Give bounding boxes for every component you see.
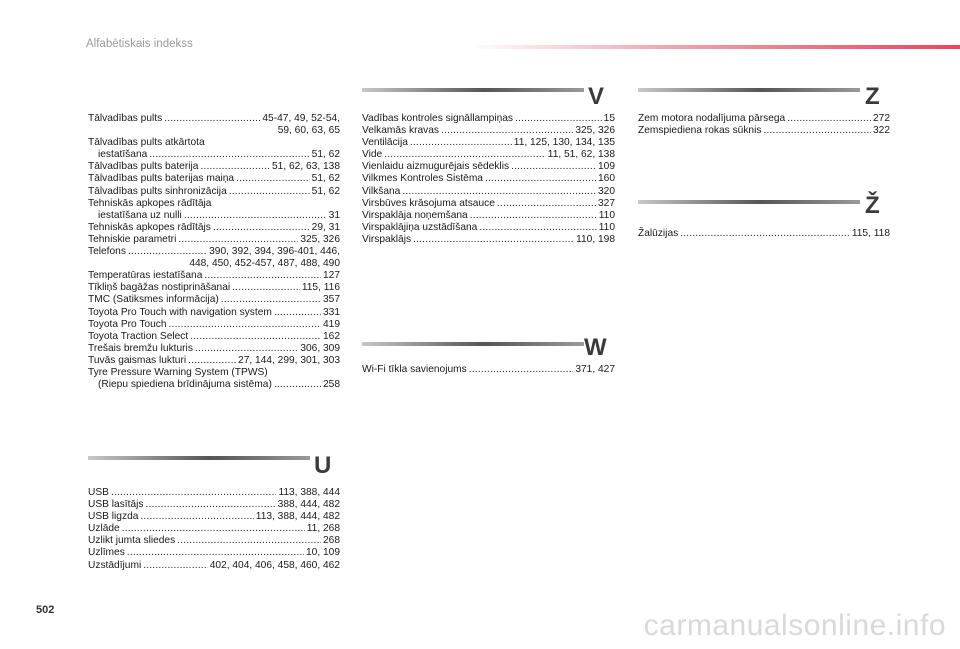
entry-line: [362, 149, 615, 161]
entry-term: (Riepu spiediena brīdinājuma sistēma): [98, 379, 272, 391]
section-w-divider: [362, 342, 584, 346]
dot-leader: [413, 234, 574, 246]
index-entry: [88, 355, 340, 367]
entry-pages: 268: [323, 535, 340, 547]
index-entry: [88, 487, 340, 499]
index-entry: [88, 511, 340, 523]
entry-pages: 11, 51, 62, 138: [547, 149, 615, 161]
entry-pages: 109: [598, 161, 615, 173]
entry-line: [88, 535, 340, 547]
index-entry: [88, 198, 340, 222]
entry-term: Vadības kontroles signāllampiņas: [362, 113, 514, 124]
entry-term: Uzstādījumi: [88, 559, 142, 571]
entry-line: [88, 331, 340, 343]
index-entry: [88, 319, 340, 331]
entry-line: [88, 511, 340, 523]
dot-leader: [787, 113, 871, 125]
entry-term: Zem motora nodalījuma pārsega: [638, 113, 786, 124]
entry-pages-continued: 448, 450, 452-457, 487, 488, 490: [189, 258, 340, 270]
entry-pages: 51, 62: [311, 149, 340, 161]
entry-line: [362, 161, 615, 173]
section-zh-divider: [638, 200, 860, 204]
entry-term: iestatīšana: [98, 149, 148, 161]
index-entry: [88, 367, 340, 391]
index-entry: [362, 222, 615, 234]
entry-pages: 45-47, 49, 52-54,: [262, 113, 340, 124]
section-letter-u: U: [314, 452, 332, 479]
entry-pages: 127: [323, 270, 340, 282]
entry-line: [362, 113, 615, 125]
entry-pages: 115, 116: [301, 282, 340, 294]
dot-leader: [195, 343, 298, 355]
entry-pages-continued: 59, 60, 63, 65: [277, 125, 340, 137]
entry-line: [88, 161, 340, 173]
index-entry: [88, 113, 340, 137]
entry-pages: 258: [323, 379, 340, 391]
entry-line: [362, 198, 615, 210]
index-entry: [362, 161, 615, 173]
entry-pages: 51, 62: [311, 185, 340, 197]
index-entry: [362, 173, 615, 185]
dot-leader: [763, 125, 871, 137]
entry-heading: Tālvadības pults atkārtota: [88, 137, 205, 149]
entry-pages: 110, 198: [576, 233, 615, 245]
dot-leader: [213, 222, 310, 234]
entry-line: [88, 173, 340, 185]
entry-term: Toyota Pro Touch: [88, 318, 167, 330]
index-entry: [88, 535, 340, 547]
entry-heading: Tyre Pressure Warning System (TPWS): [88, 366, 268, 378]
entry-line: [638, 125, 890, 137]
entry-term: Virspaklājiņa uzstādīšana: [362, 221, 478, 233]
entry-pages: 325, 326: [575, 125, 615, 137]
entry-term: Tālvadības pults baterijas maiņa: [88, 173, 235, 185]
entry-term: USB lasītājs: [88, 499, 144, 511]
entry-term: iestatīšana uz nulli: [98, 209, 182, 221]
index-section-zh: [638, 228, 890, 240]
entry-line: [362, 137, 615, 149]
dot-leader: [149, 149, 309, 161]
entry-pages: 29, 31: [311, 221, 340, 233]
dot-leader: [384, 149, 546, 161]
entry-line: [88, 113, 340, 125]
dot-leader: [128, 246, 207, 258]
dot-leader: [204, 270, 321, 282]
entry-line: [88, 222, 340, 234]
index-entry: [88, 186, 340, 198]
entry-pages: 371, 427: [575, 364, 615, 375]
entry-line: [88, 186, 340, 198]
index-entry: [362, 149, 615, 161]
entry-term: USB: [88, 487, 109, 498]
entry-term: Tālvadības pults sinhronizācija: [88, 185, 227, 197]
dot-leader: [111, 487, 276, 499]
entry-pages: 357: [323, 294, 340, 306]
entry-line: [88, 487, 340, 499]
dot-leader: [177, 535, 321, 547]
dot-leader: [184, 210, 327, 222]
entry-pages: 272: [873, 113, 890, 124]
entry-line: [638, 113, 890, 125]
index-entry: [638, 228, 890, 240]
dot-leader: [190, 331, 321, 343]
entry-pages: 11, 125, 130, 134, 135: [513, 137, 615, 149]
index-entry: [88, 547, 340, 559]
entry-pages: 31: [328, 209, 340, 221]
dot-leader: [229, 186, 310, 198]
dot-leader: [169, 319, 321, 331]
index-section-v: [362, 113, 615, 246]
entry-line: [88, 319, 340, 331]
section-u-divider: [88, 456, 310, 460]
dot-leader: [200, 161, 270, 173]
index-entry: [88, 137, 340, 161]
entry-term: Temperatūras iestatīšana: [88, 270, 203, 282]
entry-line: [88, 547, 340, 559]
entry-line: [88, 294, 340, 306]
entry-pages: 51, 62, 63, 138: [272, 161, 340, 173]
index-entry: [88, 222, 340, 234]
dot-leader: [497, 198, 596, 210]
entry-pages: 11, 268: [306, 523, 340, 535]
index-entry: [362, 113, 615, 125]
section-v-divider: [362, 88, 584, 92]
index-entry: [638, 125, 890, 137]
entry-term: Trešais bremžu lukturis: [88, 342, 193, 354]
index-section-u: [88, 487, 340, 572]
section-letter-zh: Ž: [865, 192, 880, 219]
dot-leader: [485, 173, 596, 185]
entry-pages: 325, 326: [300, 233, 340, 245]
entry-line: [362, 364, 615, 376]
entry-term: TMC (Satiksmes informācija): [88, 294, 219, 306]
dot-leader: [402, 186, 596, 198]
entry-line: [88, 210, 340, 222]
dot-leader: [221, 294, 321, 306]
entry-pages: 113, 388, 444, 482: [255, 511, 340, 523]
index-section-w: [362, 364, 615, 376]
entry-line: [88, 355, 340, 367]
entry-line: [88, 270, 340, 282]
section-letter-v: V: [588, 83, 605, 110]
entry-term: Toyota Traction Select: [88, 330, 189, 342]
dot-leader: [441, 125, 573, 137]
entry-term: Tuvās gaismas lukturi: [88, 354, 187, 366]
entry-term: Zemspiediena rokas sūknis: [638, 125, 762, 137]
entry-pages: 160: [598, 173, 615, 185]
header-accent-bar: [470, 45, 960, 49]
entry-term: Ventilācija: [362, 137, 408, 149]
dot-leader: [164, 113, 260, 125]
entry-pages: 320: [598, 185, 615, 197]
entry-line: [362, 234, 615, 246]
entry-pages: 27, 144, 299, 301, 303: [238, 354, 340, 366]
entry-term: Tehniskie parametri: [88, 233, 177, 245]
entry-term: Wi-Fi tīkla savienojums: [362, 364, 467, 375]
index-entry: [88, 560, 340, 572]
entry-pages: 322: [873, 125, 890, 137]
index-entry: [88, 307, 340, 319]
entry-term: Uzlikt jumta sliedes: [88, 535, 176, 547]
index-entry: [362, 198, 615, 210]
entry-heading: Tehniskās apkopes rādītāja: [88, 197, 212, 209]
index-entry: [362, 210, 615, 222]
index-entry: [362, 364, 615, 376]
entry-term: Vilkmes Kontroles Sistēma: [362, 173, 483, 185]
dot-leader: [274, 307, 321, 319]
dot-leader: [469, 364, 574, 376]
entry-term: Tālvadības pults: [88, 113, 163, 124]
index-entry: [88, 343, 340, 355]
dot-leader: [470, 210, 597, 222]
dot-leader: [274, 379, 321, 391]
entry-pages: 110: [598, 221, 615, 233]
entry-line: [88, 234, 340, 246]
entry-term: Telefons: [88, 246, 126, 258]
index-section-t: [88, 113, 340, 391]
dot-leader: [143, 560, 207, 572]
page-number: 502: [36, 604, 55, 616]
entry-line: [88, 523, 340, 535]
entry-term: Vilkšana: [362, 185, 401, 197]
entry-pages: 10, 109: [306, 547, 340, 559]
entry-line: [362, 210, 615, 222]
entry-pages: 51, 62: [311, 173, 340, 185]
entry-pages: 419: [323, 318, 340, 330]
entry-line: [88, 379, 340, 391]
entry-line: [362, 222, 615, 234]
entry-line: [88, 499, 340, 511]
entry-line: [88, 343, 340, 355]
entry-line: [362, 173, 615, 185]
entry-term: Virspaklāja noņemšana: [362, 209, 468, 221]
index-entry: [88, 270, 340, 282]
entry-term: Velkamās kravas: [362, 125, 440, 137]
entry-pages: 402, 404, 406, 458, 460, 462: [209, 559, 340, 571]
page-header-title: Alfabētiskais indekss: [86, 38, 193, 50]
entry-term: Vienlaidu aizmugurējais sēdeklis: [362, 161, 510, 173]
entry-term: Vide: [362, 149, 383, 161]
entry-term: Žalūzijas: [638, 228, 679, 239]
entry-line: [362, 186, 615, 198]
dot-leader: [511, 161, 596, 173]
entry-term: USB ligzda: [88, 511, 139, 523]
entry-pages: 113, 388, 444: [278, 487, 340, 498]
entry-line: [88, 307, 340, 319]
entry-line: [88, 282, 340, 294]
section-letter-z: Z: [865, 83, 880, 110]
dot-leader: [127, 547, 304, 559]
section-z-divider: [638, 88, 860, 92]
entry-pages: 327: [598, 197, 615, 209]
index-entry: [362, 186, 615, 198]
index-entry: [88, 161, 340, 173]
entry-line: [88, 149, 340, 161]
entry-term: Tīkliņš bagāžas nostiprināšanai: [88, 282, 231, 294]
entry-term: Uzlāde: [88, 523, 120, 535]
watermark: carmanualsonline.info: [643, 609, 946, 642]
dot-leader: [178, 234, 298, 246]
entry-term: Uzlīmes: [88, 547, 125, 559]
entry-pages: 306, 309: [300, 342, 340, 354]
entry-pages: 331: [323, 306, 340, 318]
index-entry: [88, 282, 340, 294]
entry-line: [88, 560, 340, 572]
dot-leader: [680, 228, 850, 240]
entry-line: [638, 228, 890, 240]
entry-pages: 110: [598, 209, 615, 221]
entry-line: [88, 246, 340, 258]
dot-leader: [410, 137, 512, 149]
dot-leader: [140, 511, 253, 523]
dot-leader: [122, 523, 305, 535]
dot-leader: [188, 355, 236, 367]
index-entry: [362, 137, 615, 149]
entry-pages: 390, 392, 394, 396-401, 446,: [209, 246, 340, 258]
entry-pages: 162: [323, 330, 340, 342]
dot-leader: [236, 173, 310, 185]
index-entry: [362, 234, 615, 246]
dot-leader: [232, 282, 300, 294]
index-section-z: [638, 113, 890, 137]
dot-leader: [479, 222, 596, 234]
index-entry: [88, 499, 340, 511]
dot-leader: [145, 499, 275, 511]
index-entry: [638, 113, 890, 125]
entry-pages: 15: [603, 113, 615, 124]
entry-line: [362, 125, 615, 137]
dot-leader: [515, 113, 602, 125]
index-entry: [88, 246, 340, 270]
section-letter-w: W: [584, 334, 607, 361]
index-entry: [88, 234, 340, 246]
index-entry: [362, 125, 615, 137]
index-entry: [88, 331, 340, 343]
entry-term: Tālvadības pults baterija: [88, 161, 199, 173]
index-entry: [88, 523, 340, 535]
entry-pages: 115, 118: [851, 228, 890, 239]
index-entry: [88, 294, 340, 306]
entry-pages: 388, 444, 482: [277, 499, 340, 511]
entry-term: Toyota Pro Touch with navigation system: [88, 306, 272, 318]
index-entry: [88, 173, 340, 185]
entry-term: Tehniskās apkopes rādītājs: [88, 221, 211, 233]
entry-term: Virspaklājs: [362, 233, 412, 245]
entry-term: Virsbūves krāsojuma atsauce: [362, 197, 495, 209]
